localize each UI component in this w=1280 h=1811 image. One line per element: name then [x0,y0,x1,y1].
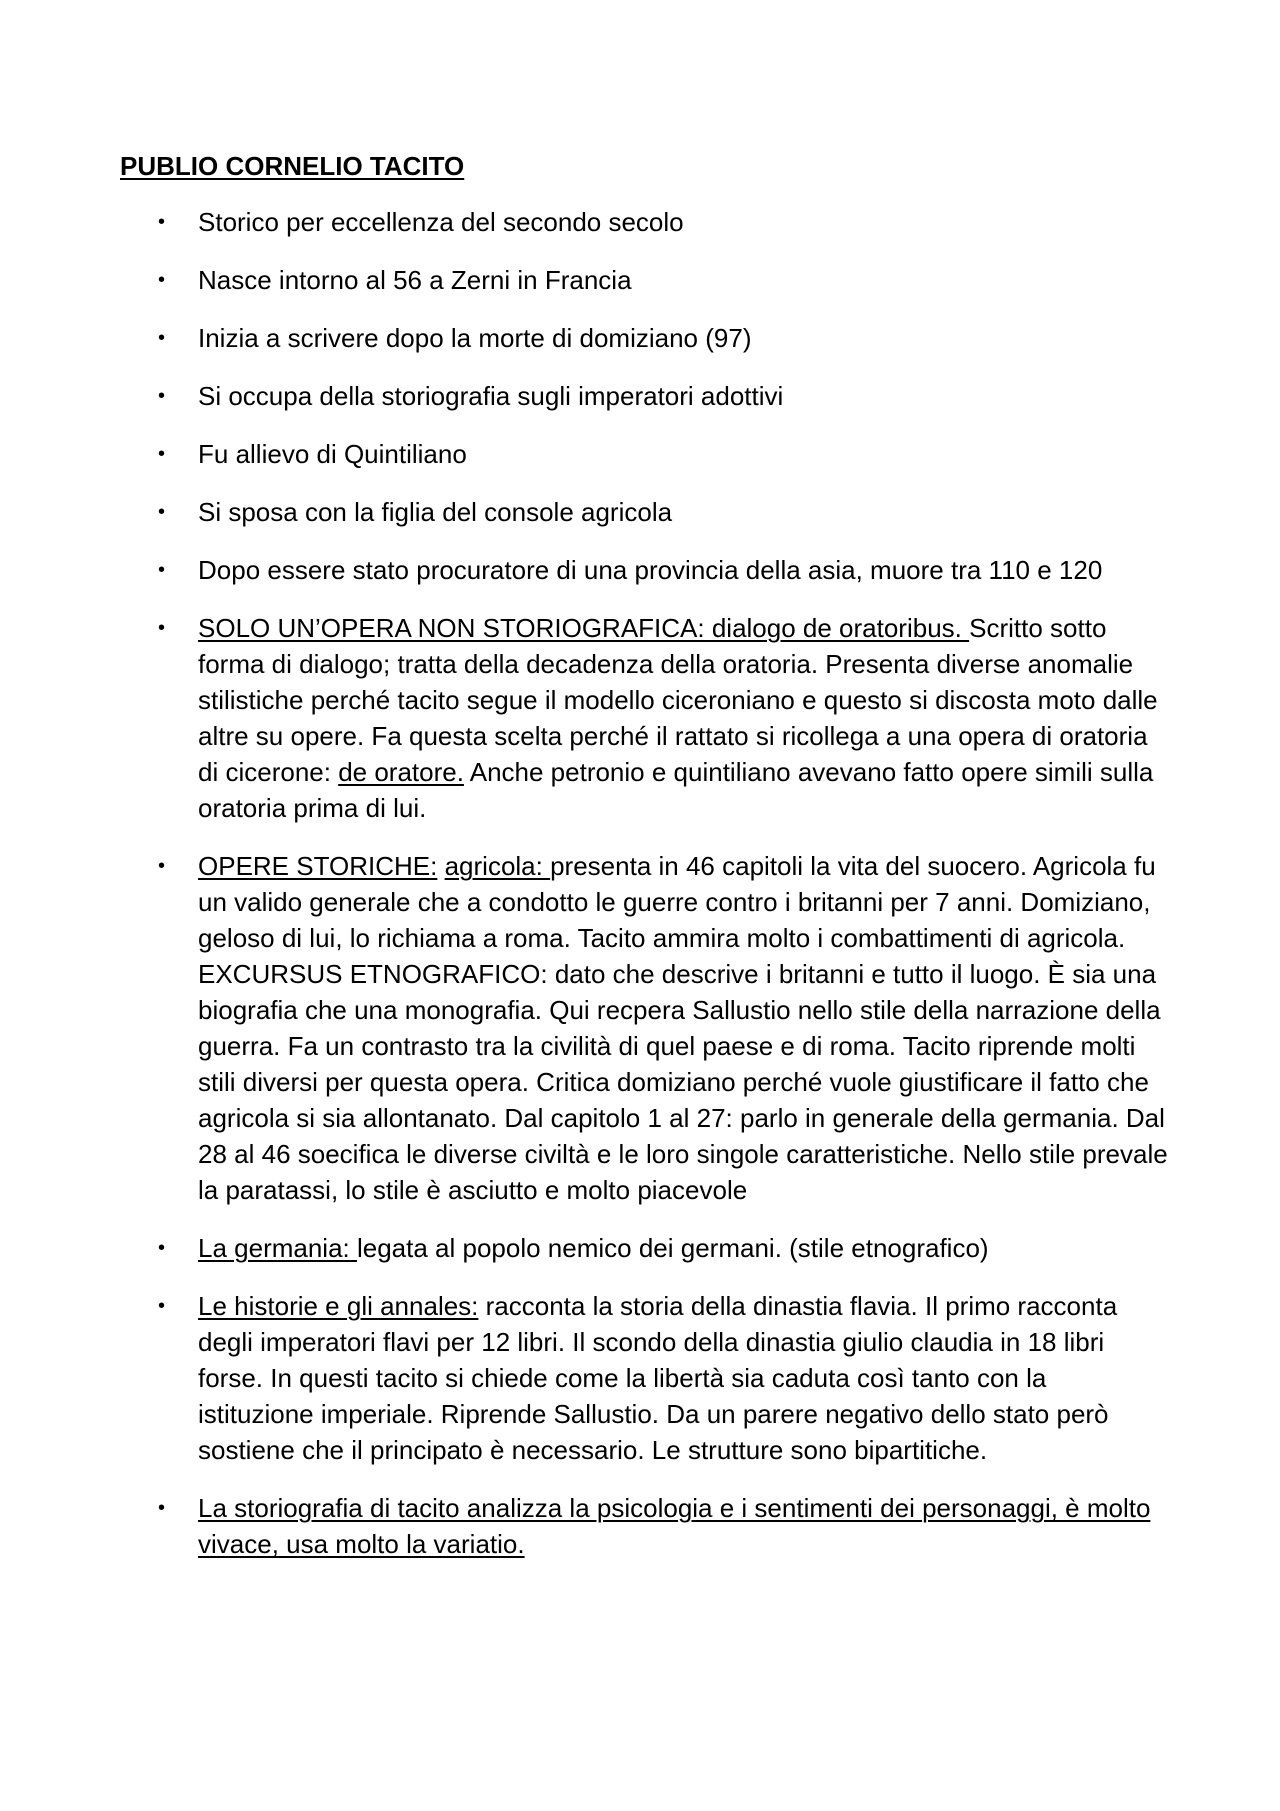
item-text: Scritto sotto forma di dialogo; tratta della decadenza della oratoria. Presenta diverse anomalie stilistiche perché tacito segue il modello ciceroniano e questo si discosta moto dalle altre su opere. Fa questa scelta perché il rattato si ricollega a una opera di oratoria di cicerone: [198,613,1158,787]
list-item [0,262,1168,298]
underlined-text: de oratore. [338,757,464,787]
item-text: Inizia a scrivere dopo la morte di domiziano (97) [198,323,752,353]
bullet-marker: • [158,501,166,523]
underlined-text: Le historie e gli annales: [198,1291,479,1321]
item-text: Si occupa della storiografia sugli imperatori adottivi [198,381,784,411]
bullet-marker: • [158,1497,166,1519]
underlined-text: La storiografia di tacito analizza la psicologia e i sentimenti dei personaggi, è molto vivace, usa molto la variatio. [198,1493,1151,1559]
item-text: Anche petronio e quintiliano avevano fatto opere simili sulla oratoria prima di lui. [198,757,1154,823]
item-text: presenta in 46 capitoli la vita del suocero. Agricola fu un valido generale che a condotto le guerre contro i britanni per 7 anni. Domiziano, geloso di lui, lo richiama a roma. Tacito ammira molto i combattimenti di agricola. EXCURSUS ETNOGRAFICO: dato che descrive i britanni e tutto il luogo. È sia una biografia che una monografia. Qui recpera Sallustio nello stile della narrazione della guerra. Fa un contrasto tra la civilità di quel paese e di roma. Tacito riprende molti stili diversi per questa opera. Critica domiziano perché vuole giustificare il fatto che agricola si sia allontanato. Dal capitolo 1 al 27: parlo in generale della germania. Dal 28 al 46 soecifica le diverse civiltà e le loro singole caratteristiche. Nello stile prevale la paratassi, lo stile è asciutto e molto piacevole [198,851,1168,1205]
bullet-marker: • [158,1295,166,1317]
list-item [0,1230,1168,1266]
underlined-text: OPERE STORICHE: [198,851,438,881]
list-item [0,1288,1168,1468]
item-text [437,851,444,881]
list-item [0,320,1168,356]
item-text: Nasce intorno al 56 a Zerni in Francia [198,265,632,295]
bullet-marker: • [158,385,166,407]
item-text: Si sposa con la figlia del console agricola [198,497,673,527]
item-text: Dopo essere stato procuratore di una provincia della asia, muore tra 110 e 120 [198,555,1103,585]
item-text: Storico per eccellenza del secondo secolo [198,207,684,237]
item-text: racconta la storia della dinastia flavia. Il primo racconta degli imperatori flavi per 12 libri. Il scondo della dinastia giulio claudia in 18 libri forse. In questi tacito si chiede come la libertà sia caduta così tanto con la istituzione imperiale. Riprende Sallustio. Da un parere negativo dello stato però sostiene che il principato è necessario. Le strutture sono bipartitiche. [198,1291,1118,1465]
underlined-text: agricola: [444,851,551,881]
bullet-marker: • [158,211,166,233]
bullet-marker: • [158,269,166,291]
bullet-marker: • [158,1237,166,1259]
list-item [0,494,1168,530]
bullet-marker: • [158,327,166,349]
bullet-list [0,204,1280,1584]
list-item [0,848,1168,1208]
list-item [0,552,1168,588]
bullet-marker: • [158,559,166,581]
bullet-marker: • [158,443,166,465]
list-item [0,378,1168,414]
item-text: legata al popolo nemico dei germani. (stile etnografico) [356,1233,989,1263]
list-item [0,610,1168,826]
list-item [0,436,1168,472]
underlined-text: SOLO UN’OPERA NON STORIOGRAFICA: dialogo de oratoribus. [198,613,970,643]
list-item [0,204,1168,240]
item-text: Fu allievo di Quintiliano [198,439,467,469]
bullet-marker: • [158,617,166,639]
bullet-marker: • [158,855,166,877]
list-item [0,1490,1168,1562]
document-title: PUBLIO CORNELIO TACITO [120,151,465,181]
underlined-text: La germania: [198,1233,357,1263]
